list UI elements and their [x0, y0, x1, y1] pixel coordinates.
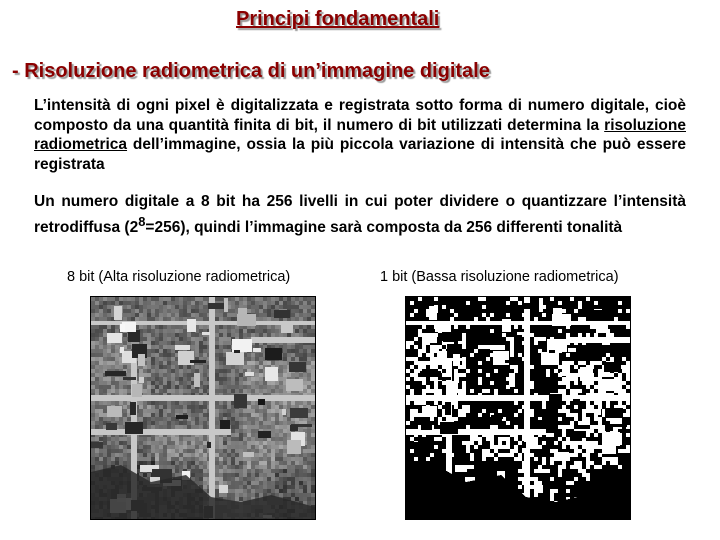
paragraph1-text-start: L’intensità di ogni pixel è digitalizzata e registrata sotto forma di numero digitale, cioè composto da una quantità finita di bit, il numero di bit utilizzati determina la: [34, 97, 686, 134]
paragraph2-text-end: =256), quindi l’immagine sarà composta da 256 differenti tonalità: [145, 218, 623, 236]
exponent: 8: [138, 213, 146, 229]
grayscale-8-bit-image: [90, 296, 316, 520]
binary-1-bit-image: [405, 296, 631, 520]
caption-1-bit: 1 bit (Bassa risoluzione radiometrica): [380, 269, 619, 285]
caption-8-bit: 8 bit (Alta risoluzione radiometrica): [67, 269, 291, 285]
paragraph2-text-start: Un numero digitale a 8 bit ha 256 livelli in cui poter dividere o quantizzare l’intensità retrodiffusa (2: [34, 193, 686, 236]
paragraph-radiometric-resolution: [34, 96, 686, 174]
paragraph-8-bit: [34, 192, 686, 237]
slide-title: Principi fondamentali: [236, 8, 440, 30]
underlined-term: risoluzione radiometrica: [34, 116, 686, 153]
paragraph1-text-end: dell’immagine, ossia la più piccola variazione di intensità che può essere registrata: [34, 136, 686, 173]
slide-subtitle: - Risoluzione radiometrica di un’immagine digitale: [12, 60, 490, 82]
